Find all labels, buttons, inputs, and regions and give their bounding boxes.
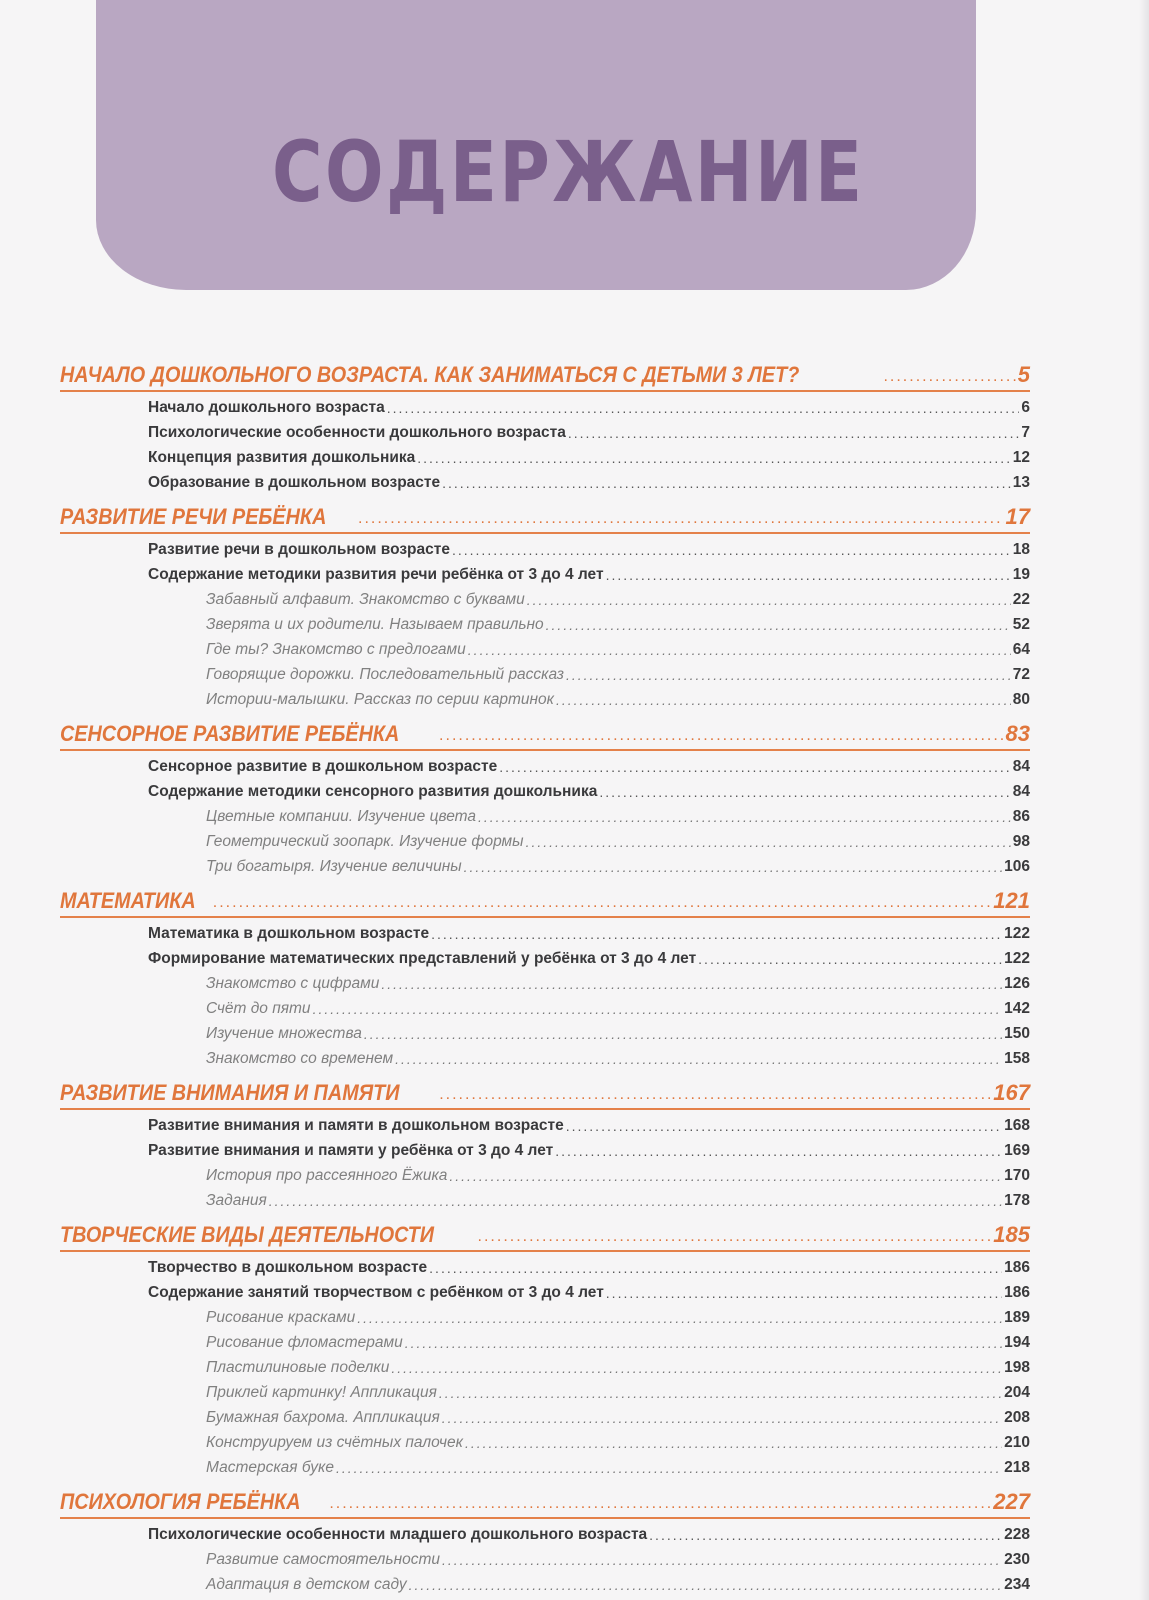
- toc-topic-page-number: 230: [1004, 1551, 1030, 1568]
- toc-topic[interactable]: [60, 1327, 1030, 1352]
- toc-section-title: РАЗВИТИЕ ВНИМАНИЯ И ПАМЯТИ: [60, 1080, 400, 1105]
- toc-subsection-title: Начало дошкольного возраста: [148, 399, 385, 416]
- dot-leader: [606, 1286, 1002, 1302]
- toc-topic-page-number: 158: [1004, 1050, 1030, 1067]
- dot-leader: [405, 1336, 1002, 1352]
- toc-section-page-number: 5: [1017, 362, 1030, 387]
- toc-topic-page-number: 86: [1012, 808, 1030, 825]
- toc-subsection-title: Творчество в дошкольном возрасте: [148, 1259, 428, 1276]
- toc-subsection-page-number: 169: [1004, 1142, 1030, 1159]
- dot-leader: [358, 511, 1004, 530]
- dot-leader: [439, 728, 1003, 747]
- toc-section-page-number: 227: [993, 1489, 1030, 1514]
- toc-subsection-page-number: 84: [1012, 758, 1030, 775]
- table-of-contents: [60, 350, 1030, 1594]
- toc-subsection[interactable]: [60, 1110, 1030, 1135]
- toc-subsection[interactable]: [60, 1252, 1030, 1277]
- toc-subsection-title: Психологические особенности младшего дошкольного возраста: [148, 1526, 648, 1543]
- dot-leader: [395, 1052, 1002, 1068]
- toc-subsection[interactable]: [60, 534, 1030, 559]
- toc-topic[interactable]: [60, 1452, 1030, 1477]
- toc-topic[interactable]: [60, 659, 1030, 684]
- toc-section-title: РАЗВИТИЕ РЕЧИ РЕБЁНКА: [60, 504, 327, 529]
- dot-leader: [439, 1087, 991, 1106]
- toc-topic[interactable]: [60, 993, 1030, 1018]
- toc-section-title: НАЧАЛО ДОШКОЛЬНОГО ВОЗРАСТА. КАК ЗАНИМАТЬСЯ С ДЕТЬМИ 3 ЛЕТ?: [60, 362, 800, 387]
- dot-leader: [568, 426, 1020, 442]
- toc-topic-page-number: 210: [1004, 1434, 1030, 1451]
- dot-leader: [429, 1261, 1002, 1277]
- dot-leader: [566, 668, 1011, 684]
- toc-section-title: ТВОРЧЕСКИЕ ВИДЫ ДЕЯТЕЛЬНОСТИ: [60, 1222, 434, 1247]
- dot-leader: [364, 1027, 1002, 1043]
- toc-subsection[interactable]: [60, 559, 1030, 584]
- toc-topic[interactable]: [60, 1018, 1030, 1043]
- toc-topic-page-number: 150: [1004, 1025, 1030, 1042]
- dot-leader: [478, 1229, 992, 1248]
- toc-section-page-number: 167: [993, 1080, 1030, 1105]
- toc-topic[interactable]: [60, 1185, 1030, 1210]
- toc-subsection[interactable]: [60, 918, 1030, 943]
- toc-topic[interactable]: [60, 1402, 1030, 1427]
- dot-leader: [381, 977, 1002, 993]
- toc-topic[interactable]: [60, 1569, 1030, 1594]
- toc-topic[interactable]: [60, 1160, 1030, 1185]
- toc-topic-page-number: 170: [1004, 1167, 1030, 1184]
- dot-leader: [442, 476, 1011, 492]
- toc-topic-title: Знакомство с цифрами: [206, 975, 380, 992]
- dot-leader: [649, 1528, 1002, 1544]
- toc-topic-page-number: 106: [1004, 858, 1030, 875]
- toc-topic-title: Приклей картинку! Аппликация: [206, 1384, 437, 1401]
- toc-topic-page-number: 80: [1012, 691, 1030, 708]
- toc-subsection-title: Содержание методики сенсорного развития дошкольника: [148, 783, 598, 800]
- toc-topic-title: Развитие самостоятельности: [206, 1551, 440, 1568]
- toc-subsection-title: Содержание методики развития речи ребёнка от 3 до 4 лет: [148, 566, 604, 583]
- toc-topic-title: Рисование фломастерами: [206, 1334, 403, 1351]
- dot-leader: [329, 1496, 991, 1515]
- toc-topic-title: Бумажная бахрома. Аппликация: [206, 1409, 440, 1426]
- toc-subsection-page-number: 168: [1004, 1117, 1030, 1134]
- dot-leader: [499, 760, 1010, 776]
- toc-section[interactable]: [60, 711, 1030, 751]
- dot-leader: [439, 1386, 1002, 1402]
- toc-topic[interactable]: [60, 584, 1030, 609]
- dot-leader: [546, 618, 1011, 634]
- toc-subsection-title: Развитие речи в дошкольном возрасте: [148, 541, 450, 558]
- dot-leader: [357, 1311, 1002, 1327]
- toc-topic[interactable]: [60, 634, 1030, 659]
- toc-topic-title: Три богатыря. Изучение величины: [206, 858, 462, 875]
- toc-topic-title: Рисование красками: [206, 1309, 356, 1326]
- toc-subsection-page-number: 228: [1004, 1526, 1030, 1543]
- toc-subsection-page-number: 19: [1012, 566, 1030, 583]
- page-edge: [1139, 0, 1149, 1600]
- toc-topic[interactable]: [60, 1043, 1030, 1068]
- toc-topic[interactable]: [60, 1352, 1030, 1377]
- toc-subsection-page-number: 18: [1012, 541, 1030, 558]
- toc-section[interactable]: [60, 1212, 1030, 1252]
- dot-leader: [527, 593, 1011, 609]
- toc-subsection-page-number: 84: [1012, 783, 1030, 800]
- toc-section[interactable]: [60, 1070, 1030, 1110]
- toc-subsection-page-number: 186: [1004, 1284, 1030, 1301]
- dot-leader: [599, 785, 1010, 801]
- toc-topic-page-number: 234: [1004, 1576, 1030, 1593]
- toc-subsection-title: Образование в дошкольном возрасте: [148, 474, 441, 491]
- toc-topic-title: История про рассеянного Ёжика: [206, 1167, 448, 1184]
- dot-leader: [417, 451, 1011, 467]
- toc-subsection[interactable]: [60, 442, 1030, 467]
- toc-topic[interactable]: [60, 801, 1030, 826]
- toc-topic-page-number: 189: [1004, 1309, 1030, 1326]
- toc-topic[interactable]: [60, 1302, 1030, 1327]
- dot-leader: [442, 1553, 1002, 1569]
- toc-topic-page-number: 64: [1012, 641, 1030, 658]
- toc-topic[interactable]: [60, 609, 1030, 634]
- dot-leader: [883, 369, 1015, 388]
- toc-topic[interactable]: [60, 1544, 1030, 1569]
- toc-subsection-page-number: 122: [1004, 950, 1030, 967]
- dot-leader: [452, 543, 1011, 559]
- toc-section-page-number: 185: [993, 1222, 1030, 1247]
- toc-section-page-number: 83: [1005, 721, 1030, 746]
- dot-leader: [391, 1361, 1002, 1377]
- toc-topic-title: Конструируем из счётных палочек: [206, 1434, 463, 1451]
- dot-leader: [606, 568, 1011, 584]
- toc-subsection[interactable]: [60, 467, 1030, 492]
- dot-leader: [478, 810, 1011, 826]
- toc-topic-page-number: 204: [1004, 1384, 1030, 1401]
- toc-subsection[interactable]: [60, 392, 1030, 417]
- toc-subsection-title: Развитие внимания и памяти у ребёнка от 3 до 4 лет: [148, 1142, 554, 1159]
- toc-topic-page-number: 142: [1004, 1000, 1030, 1017]
- toc-section[interactable]: [60, 494, 1030, 534]
- toc-topic-page-number: 198: [1004, 1359, 1030, 1376]
- toc-subsection-page-number: 6: [1021, 399, 1030, 416]
- page-title: СОДЕРЖАНИЕ: [272, 123, 865, 221]
- dot-leader: [526, 835, 1011, 851]
- toc-topic[interactable]: [60, 851, 1030, 876]
- toc-topic[interactable]: [60, 1427, 1030, 1452]
- toc-topic-page-number: 178: [1004, 1192, 1030, 1209]
- dot-leader: [387, 401, 1020, 417]
- toc-topic-title: Геометрический зоопарк. Изучение формы: [206, 833, 524, 850]
- dot-leader: [336, 1461, 1002, 1477]
- toc-subsection[interactable]: [60, 1519, 1030, 1544]
- toc-section-title: СЕНСОРНОЕ РАЗВИТИЕ РЕБЁНКА: [60, 721, 400, 746]
- toc-topic-page-number: 72: [1012, 666, 1030, 683]
- dot-leader: [213, 895, 992, 914]
- toc-topic-page-number: 98: [1012, 833, 1030, 850]
- toc-subsection-title: Концепция развития дошкольника: [148, 449, 416, 466]
- toc-section[interactable]: [60, 1479, 1030, 1519]
- toc-subsection-page-number: 13: [1012, 474, 1030, 491]
- dot-leader: [556, 693, 1011, 709]
- toc-topic-title: Зверята и их родители. Называем правильно: [206, 616, 544, 633]
- toc-subsection[interactable]: [60, 1277, 1030, 1302]
- toc-subsection-page-number: 7: [1021, 424, 1030, 441]
- dot-leader: [449, 1169, 1002, 1185]
- dot-leader: [442, 1411, 1002, 1427]
- toc-topic-page-number: 22: [1012, 591, 1030, 608]
- toc-topic-page-number: 52: [1012, 616, 1030, 633]
- toc-topic[interactable]: [60, 968, 1030, 993]
- toc-topic[interactable]: [60, 1377, 1030, 1402]
- toc-subsection[interactable]: [60, 417, 1030, 442]
- toc-topic-title: Пластилиновые поделки: [206, 1359, 390, 1376]
- dot-leader: [269, 1194, 1002, 1210]
- toc-subsection-page-number: 186: [1004, 1259, 1030, 1276]
- dot-leader: [431, 927, 1002, 943]
- toc-subsection-title: Сенсорное развитие в дошкольном возрасте: [148, 758, 498, 775]
- toc-subsection-title: Содержание занятий творчеством с ребёнком от 3 до 4 лет: [148, 1284, 604, 1301]
- toc-subsection[interactable]: [60, 751, 1030, 776]
- toc-section[interactable]: [60, 352, 1030, 392]
- toc-topic-title: Изучение множества: [206, 1025, 362, 1042]
- dot-leader: [566, 1119, 1002, 1135]
- toc-subsection[interactable]: [60, 776, 1030, 801]
- toc-subsection-page-number: 12: [1012, 449, 1030, 466]
- toc-topic-page-number: 208: [1004, 1409, 1030, 1426]
- toc-section-page-number: 121: [993, 888, 1030, 913]
- toc-topic-title: Истории-малышки. Рассказ по серии картинок: [206, 691, 554, 708]
- dot-leader: [464, 860, 1002, 876]
- toc-topic-title: Забавный алфавит. Знакомство с буквами: [206, 591, 525, 608]
- dot-leader: [409, 1578, 1003, 1594]
- toc-topic-title: Цветные компании. Изучение цвета: [206, 808, 477, 825]
- toc-subsection-title: Развитие внимания и памяти в дошкольном возрасте: [148, 1117, 564, 1134]
- toc-subsection-title: Математика в дошкольном возрасте: [148, 925, 430, 942]
- toc-section[interactable]: [60, 878, 1030, 918]
- toc-subsection[interactable]: [60, 1135, 1030, 1160]
- toc-topic-page-number: 218: [1004, 1459, 1030, 1476]
- toc-subsection-title: Формирование математических представлений у ребёнка от 3 до 4 лет: [148, 950, 697, 967]
- toc-topic-title: Адаптация в детском саду: [206, 1576, 407, 1593]
- dot-leader: [468, 643, 1011, 659]
- toc-topic-title: Мастерская буке: [206, 1459, 334, 1476]
- dot-leader: [555, 1144, 1002, 1160]
- toc-topic-page-number: 194: [1004, 1334, 1030, 1351]
- toc-topic-title: Счёт до пяти: [206, 1000, 311, 1017]
- dot-leader: [465, 1436, 1002, 1452]
- dot-leader: [698, 952, 1002, 968]
- toc-topic-title: Говорящие дорожки. Последовательный рассказ: [206, 666, 564, 683]
- toc-section-title: ПСИХОЛОГИЯ РЕБЁНКА: [60, 1489, 301, 1514]
- toc-topic[interactable]: [60, 684, 1030, 709]
- toc-topic-title: Задания: [206, 1192, 267, 1209]
- toc-subsection-page-number: 122: [1004, 925, 1030, 942]
- toc-topic-title: Знакомство со временем: [206, 1050, 394, 1067]
- toc-section-title: МАТЕМАТИКА: [60, 888, 196, 913]
- dot-leader: [313, 1002, 1003, 1018]
- toc-topic-page-number: 126: [1004, 975, 1030, 992]
- toc-topic[interactable]: [60, 826, 1030, 851]
- toc-section-page-number: 17: [1005, 504, 1030, 529]
- toc-topic-title: Где ты? Знакомство с предлогами: [206, 641, 466, 658]
- toc-subsection-title: Психологические особенности дошкольного возраста: [148, 424, 566, 441]
- toc-subsection[interactable]: [60, 943, 1030, 968]
